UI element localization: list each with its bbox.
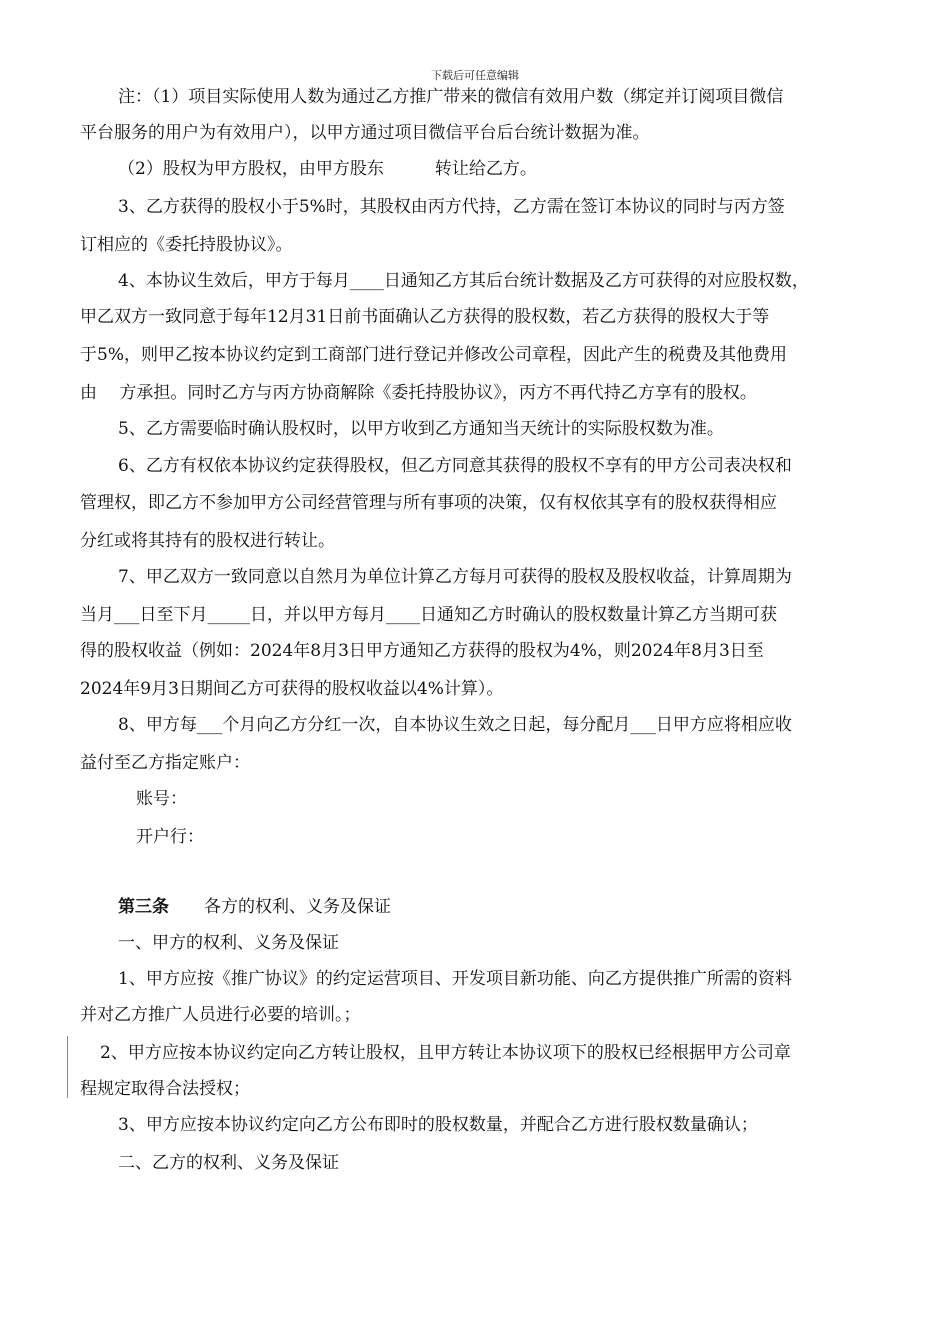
- revision-bar: [67, 1036, 68, 1098]
- clause-5-line-1: 5、乙方需要临时确认股权时，以甲方收到乙方通知当天统计的实际股权数为准。: [118, 419, 724, 439]
- account-number-label: 账号：: [136, 789, 187, 809]
- clause-4-line-2: 甲乙双方一致同意于每年12月31日前书面确认乙方获得的股权数，若乙方获得的股权大于等: [80, 307, 770, 327]
- party-a-item-2-line-1: 2、甲方应按本协议约定向乙方转让股权，且甲方转让本协议项下的股权已经根据甲方公司章: [100, 1043, 791, 1063]
- clause-8-line-1: 8、甲方每___个月向乙方分红一次，自本协议生效之日起，每分配月___日甲方应将相应收: [118, 715, 792, 735]
- clause-4-line-4: 由 方承担。同时乙方与丙方协商解除《委托持股协议》，丙方不再代持乙方享有的股权。: [80, 383, 757, 403]
- clause-3-line-2: 订相应的《委托持股协议》。: [80, 235, 293, 255]
- section-1-heading: 一、甲方的权利、义务及保证: [118, 933, 339, 953]
- party-a-item-1-line-2: 并对乙方推广人员进行必要的培训。；: [80, 1005, 361, 1025]
- clause-7-line-1: 7、甲乙双方一致同意以自然月为单位计算乙方每月可获得的股权及股权收益，计算周期为: [118, 567, 792, 587]
- clause-7-line-4: 2024年9月3日期间乙方可获得的股权收益以4%计算）。: [80, 679, 504, 699]
- article-3-title: 各方的权利、义务及保证: [204, 897, 391, 917]
- clause-8-line-2: 益付至乙方指定账户：: [80, 753, 250, 773]
- note-line-3: （2）股权为甲方股权，由甲方股东 转让给乙方。: [118, 159, 537, 179]
- bank-label: 开户行：: [136, 827, 204, 847]
- note-line-1: 注：（1）项目实际使用人数为通过乙方推广带来的微信有效用户数（绑定并订阅项目微信: [118, 87, 784, 107]
- party-a-item-1-line-1: 1、甲方应按《推广协议》的约定运营项目、开发项目新功能、向乙方提供推广所需的资料: [118, 969, 792, 989]
- party-a-item-2-line-2: 程规定取得合法授权；: [80, 1079, 250, 1099]
- clause-4-line-1: 4、本协议生效后，甲方于每月____日通知乙方其后台统计数据及乙方可获得的对应股权数，: [118, 271, 809, 291]
- article-3-number: 第三条: [118, 897, 169, 917]
- clause-6-line-1: 6、乙方有权依本协议约定获得股权，但乙方同意其获得的股权不享有的甲方公司表决权和: [118, 456, 792, 476]
- section-2-heading: 二、乙方的权利、义务及保证: [118, 1153, 339, 1173]
- page-header-note: 下载后可任意编辑: [431, 69, 519, 82]
- clause-6-line-2: 管理权，即乙方不参加甲方公司经营管理与所有事项的决策，仅有权依其享有的股权获得相应: [80, 493, 777, 513]
- note-line-2: 平台服务的用户为有效用户），以甲方通过项目微信平台后台统计数据为准。: [80, 123, 650, 143]
- clause-7-line-2: 当月___日至下月_____日，并以甲方每月____日通知乙方时确认的股权数量计算乙方当期可获: [80, 605, 777, 625]
- clause-7-line-3: 得的股权收益（例如：2024年8月3日甲方通知乙方获得的股权为4%，则2024年8月3日至: [80, 641, 764, 661]
- clause-6-line-3: 分红或将其持有的股权进行转让。: [80, 531, 335, 551]
- party-a-item-3-line-1: 3、甲方应按本协议约定向乙方公布即时的股权数量，并配合乙方进行股权数量确认；: [118, 1115, 758, 1135]
- clause-3-line-1: 3、乙方获得的股权小于5%时，其股权由丙方代持，乙方需在签订本协议的同时与丙方签: [118, 197, 785, 217]
- clause-4-line-3: 于5%，则甲乙按本协议约定到工商部门进行登记并修改公司章程，因此产生的税费及其他费用: [80, 345, 787, 365]
